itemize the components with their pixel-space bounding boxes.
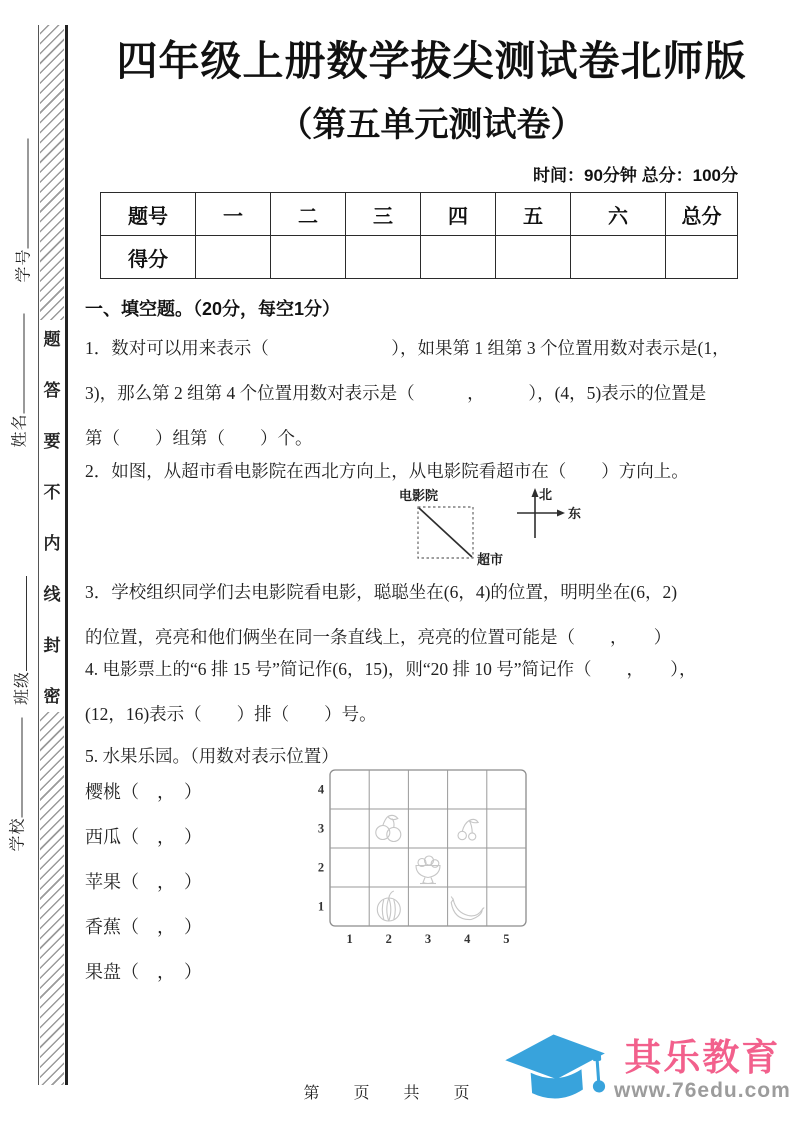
seal-band-hatch-bottom — [40, 712, 64, 1085]
score-table-header-cell: 六 — [571, 193, 666, 236]
question-2: 2．如图，从超市看电影院在西北方向上，从电影院看超市在（ ）方向上。 — [85, 461, 689, 481]
seal-char: 线 — [43, 585, 61, 604]
seal-char: 答 — [43, 381, 61, 400]
banana-icon — [451, 897, 484, 920]
fruit-answer-blank: 果盘（ ， ） — [85, 962, 202, 982]
cinema-label: 电影院 — [399, 488, 439, 503]
north-label: 北 — [539, 487, 553, 502]
fruit-coordinate-grid — [314, 767, 540, 951]
paper-title: 四年级上册数学拔尖测试卷北师版 — [116, 38, 747, 84]
supermarket-label: 超市 — [477, 552, 504, 567]
paper-subtitle: （第五单元测试卷） — [278, 106, 585, 144]
score-empty-cell — [571, 236, 666, 279]
east-label: 东 — [568, 506, 582, 521]
seal-char: 题 — [43, 330, 61, 349]
student-field-班级 — [9, 572, 32, 705]
score-empty-cell — [496, 236, 571, 279]
score-table-header-cell: 题号 — [101, 193, 196, 236]
student-field-学号 — [11, 135, 34, 283]
seal-band-inner-line — [38, 25, 39, 1085]
score-table-header-row — [101, 193, 738, 236]
student-field-label: 姓名 — [11, 413, 29, 448]
grid-row-label: 1 — [317, 899, 325, 914]
question-3-line: 的位置，亮亮和他们俩坐在同一条直线上，亮亮的位置可能是（ ， ） — [85, 627, 672, 647]
seal-band-hatch-top — [40, 25, 64, 320]
seal-char: 封 — [43, 636, 61, 655]
score-table-header-cell: 二 — [271, 193, 346, 236]
score-empty-cell — [666, 236, 738, 279]
grid-row-label: 2 — [317, 860, 325, 875]
score-empty-cell — [196, 236, 271, 279]
score-row-label: 得分 — [101, 236, 196, 279]
grid-col-label: 1 — [346, 932, 353, 946]
grid-col-label: 3 — [424, 932, 432, 946]
score-table-header-cell: 总分 — [666, 193, 738, 236]
question-1 — [85, 326, 767, 461]
seal-line-text — [40, 325, 64, 707]
student-field-姓名 — [7, 310, 30, 448]
question-1-line: 第（ ）组第（ ）个。 — [85, 428, 313, 448]
grid-row-label: 4 — [317, 782, 325, 797]
brand-logo — [500, 1024, 791, 1116]
direction-diagram — [393, 486, 593, 582]
grid-axis-labels — [318, 783, 510, 947]
score-table-header-cell: 三 — [346, 193, 421, 236]
fruit-answer-blank: 西瓜（ ， ） — [85, 827, 202, 847]
question-1-line: 1．数对可以用来表示（ ），如果第 1 组第 3 个位置用数对表示是(1， — [85, 338, 730, 358]
apples-icon — [376, 815, 401, 841]
seal-char: 密 — [43, 687, 61, 706]
score-empty-cell — [346, 236, 421, 279]
score-table — [100, 192, 738, 279]
brand-name: 其乐教育 — [624, 1037, 781, 1079]
grid-lines — [330, 770, 526, 926]
cherries-icon — [458, 819, 478, 840]
question-4 — [85, 647, 767, 737]
fruit-answer-blank: 樱桃（ ， ） — [85, 782, 202, 802]
score-empty-cell — [421, 236, 496, 279]
page-number-line: 第 页 共 页 — [303, 1085, 479, 1102]
student-field-blank-line — [22, 717, 23, 817]
seal-band-outer-line — [65, 25, 68, 1085]
graduation-cap-icon — [497, 1020, 615, 1120]
score-table-header-cell: 四 — [421, 193, 496, 236]
student-field-label: 班级 — [13, 670, 31, 705]
question-4-line: (12，16)表示（ ）排（ ）号。 — [85, 704, 377, 724]
seal-char: 内 — [43, 534, 61, 553]
time-total-score: 时间：90分钟 总分：100分 — [533, 166, 738, 185]
score-table-score-row — [101, 236, 738, 279]
fruit-answer-blank: 苹果（ ， ） — [85, 872, 202, 892]
student-field-blank-line — [24, 313, 25, 413]
grid-fruit-icons — [376, 815, 484, 921]
student-field-blank-line — [28, 138, 29, 248]
compass-icon — [517, 487, 581, 538]
fruit-answer-blank: 香蕉（ ， ） — [85, 917, 202, 937]
brand-url: www.76edu.com — [614, 1078, 791, 1102]
student-field-label: 学校 — [9, 817, 27, 852]
question-3-line: 3．学校组织同学们去电影院看电影，聪聪坐在(6，4)的位置，明明坐在(6，2) — [85, 582, 678, 602]
grid-col-label: 4 — [464, 932, 471, 946]
score-table-header-cell: 一 — [196, 193, 271, 236]
score-table-header-cell: 五 — [496, 193, 571, 236]
seal-char: 不 — [43, 483, 61, 502]
watermelon-icon — [377, 891, 400, 921]
question-5: 5. 水果乐园。（用数对表示位置） — [85, 746, 339, 766]
question-4-line: 4. 电影票上的“6 排 15 号”简记作(6，15)，则“20 排 10 号”简记作（ ， ）， — [85, 659, 697, 679]
section-one-heading: 一、填空题。（20分，每空1分） — [85, 299, 341, 319]
fruit-answer-list — [85, 770, 202, 995]
score-empty-cell — [271, 236, 346, 279]
seal-char: 要 — [43, 432, 61, 451]
student-field-blank-line — [26, 576, 27, 671]
grid-row-label: 3 — [317, 821, 325, 836]
student-field-学校 — [5, 714, 28, 852]
grid-col-label: 5 — [503, 932, 510, 946]
grid-col-label: 2 — [385, 932, 392, 946]
question-1-line: 3)，那么第 2 组第 4 个位置用数对表示是（ ， ），(4，5)表示的位置是 — [85, 383, 707, 403]
fruit-bowl-icon — [416, 856, 440, 884]
student-field-label: 学号 — [15, 248, 33, 283]
diagonal-path-line — [419, 508, 472, 557]
